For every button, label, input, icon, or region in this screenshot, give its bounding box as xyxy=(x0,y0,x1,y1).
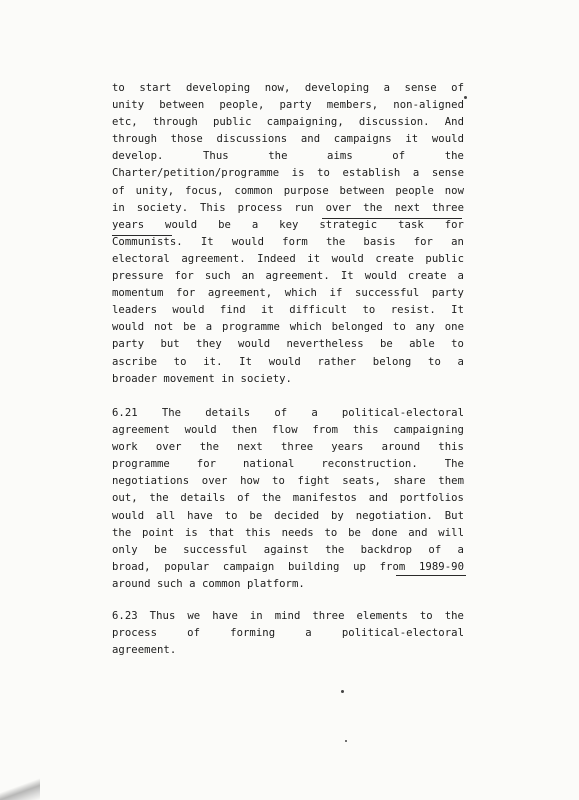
text-line: only be successful against the backdrop of a xyxy=(112,543,464,556)
ink-speck xyxy=(341,690,344,693)
text-line: pressure for such an agreement. It would create a xyxy=(112,270,464,283)
ink-speck xyxy=(345,740,347,742)
text-line: around such a common platform. xyxy=(112,577,305,590)
text-line: broad, popular campaign building up from 1989-90 xyxy=(112,560,464,573)
text-line: agreement would then flow from this campaigning xyxy=(112,424,464,437)
text-line: work over the next three years around this xyxy=(112,441,464,454)
text-line: through those discussions and campaigns it would xyxy=(112,133,464,146)
handwritten-underline xyxy=(112,235,172,236)
text-line: would not be a programme which belonged to any one xyxy=(112,321,464,334)
text-line: years would be a key strategic task for xyxy=(112,218,464,231)
text-line: process of forming a political-electoral xyxy=(112,627,464,640)
ink-speck xyxy=(464,96,467,99)
text-line: of unity, focus, common purpose between people now xyxy=(112,184,464,197)
text-line: unity between people, party members, non-aligned xyxy=(112,99,464,112)
text-line: etc, through public campaigning, discussion. And xyxy=(112,116,464,129)
text-line: Charter/petition/programme is to establish a sense xyxy=(112,167,464,180)
text-line: party but they would nevertheless be able to xyxy=(112,338,464,351)
text-line: in society. This process run over the next three xyxy=(112,201,464,214)
text-line: ascribe to it. It would rather belong to a xyxy=(112,355,464,368)
text-line: agreement. xyxy=(112,644,177,657)
text-line: to start developing now, developing a sense of xyxy=(112,82,464,94)
paragraph-6-21 xyxy=(112,405,464,593)
text-line: 6.21 The details of a political-electoral xyxy=(112,407,464,419)
paragraph-campaign-unity xyxy=(112,80,464,388)
text-line: electoral agreement. Indeed it would create public xyxy=(112,252,464,265)
text-line: 6.23 Thus we have in mind three elements to the xyxy=(112,610,464,622)
text-line: the point is that this needs to be done and will xyxy=(112,526,464,539)
text-line: programme for national reconstruction. The xyxy=(112,458,464,471)
scan-corner-artifact xyxy=(0,778,40,800)
text-line: develop. Thus the aims of the xyxy=(112,150,464,163)
handwritten-underline xyxy=(322,218,462,219)
paragraph-6-23 xyxy=(112,608,464,659)
text-line: broader movement in society. xyxy=(112,372,292,385)
handwritten-underline xyxy=(396,575,466,576)
text-line: leaders would find it difficult to resist. It xyxy=(112,304,464,317)
text-line: Communists. It would form the basis for an xyxy=(112,235,464,248)
text-line: momentum for agreement, which if successful party xyxy=(112,287,464,300)
text-line: would all have to be decided by negotiation. But xyxy=(112,509,464,522)
text-line: out, the details of the manifestos and portfolios xyxy=(112,492,464,505)
text-line: negotiations over how to fight seats, share them xyxy=(112,475,464,488)
